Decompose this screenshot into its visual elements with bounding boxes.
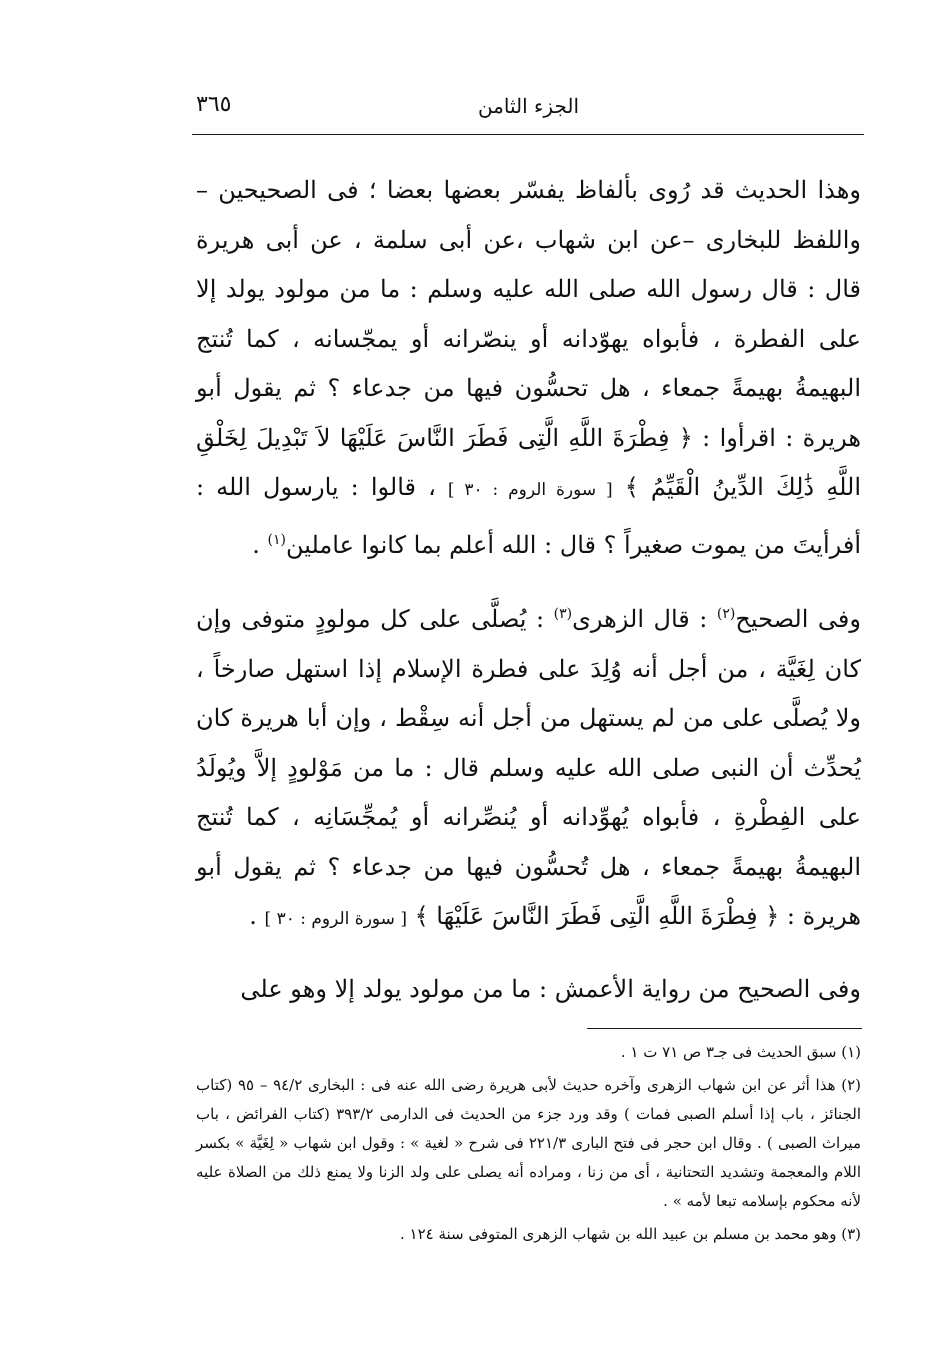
running-title: الجزء الثامن (477, 94, 580, 118)
paragraph-2 (196, 590, 861, 945)
surah-reference: [ سورة الروم : ٣٠ ] (447, 480, 613, 500)
page-header (196, 92, 861, 132)
paragraph-2-text: : يُصلَّى على كل مولودٍ متوفى وإن كان لِغَيَّة ، من أجل أنه وُلِدَ على فطرة الإسلام إذا استهل صارخاً ، ولا يُصلَّى على من لم يستهل من أجل أنه سِقْط ، وإن أبا هريرة كان يُحدِّث أن النبى صلى الله عليه وسلم قال : ما من مَوْلودٍ إلاَّ ويُولَدُ على الفِطْرةِ ، فأبواه يُهوِّدانه أو يُنصِّرانه أو يُمجِّسَانِه ، كما تُنتج البهيمةُ بهيمةً جمعاء ، هل تُحسُّون فيها من جدعاء ؟ ثم يقول أبو هريرة : (196, 605, 861, 930)
quran-verse: ﴿ فِطْرَةَ اللَّهِ الَّتِى فَطَرَ النَّاسَ عَلَيْهَا ﴾ (414, 902, 780, 930)
page-number: ٣٦٥ (196, 92, 232, 117)
footnote-marker-2: (٢) (716, 606, 736, 622)
paragraph-1-text: وهذا الحديث قد رُوى بألفاظ يفسّر بعضها بعضا ؛ فى الصحيحين – واللفظ للبخارى –عن ابن شهاب ،عن أبى سلمة ، عن أبى هريرة قال : قال رسول الله صلى الله عليه وسلم : ما من مولود يولد إلا على الفطرة ، فأبواه يهوّدانه أو ينصّرانه أو يمجّسانه ، كما تُنتج البهيمةُ بهيمةً جمعاء ، هل تحسُّون فيها من جدعاء ؟ ثم يقول أبو هريرة : اقرأوا : (196, 176, 862, 452)
footnote-rule (587, 1028, 862, 1029)
paragraph-2-zuhri: : قال الزهرى (572, 605, 708, 633)
paragraph-1 (196, 166, 861, 570)
paragraph-3 (196, 965, 861, 1015)
footnotes (196, 1038, 861, 1253)
paragraph-2-opening: وفى الصحيح (735, 605, 861, 633)
main-text (196, 166, 861, 1014)
surah-reference: [ سورة الروم : ٣٠ ] (264, 909, 407, 929)
paragraph-2-end: . (249, 902, 257, 930)
paragraph-1-end: . (252, 530, 260, 559)
quran-verse: ﴿ فِطْرَةَ اللَّهِ الَّتِى فَطَرَ النَّاسَ عَلَيْهَا لاَ تَبْدِيلَ لِخَلْقِ اللَّهِ ذَٰلِكَ الدِّينُ الْقَيِّمُ ﴾ (196, 423, 861, 501)
paragraph-3-text: وفى الصحيح من رواية الأعمش : ما من مولود يولد إلا وهو على (240, 974, 861, 1003)
footnote-marker-3: (٣) (553, 606, 573, 622)
footnote-2: (٢) هذا أثر عن ابن شهاب الزهرى وآخره حديث لأبى هريرة رضى الله عنه فى : البخارى ٩٤/٢ – ٩٥ (كتاب الجنائز ، باب إذا أسلم الصبى فمات ) وقد ورد جزء من الحديث فى الدارمى ٣٩٣/٢ (كتاب الفرائض ، باب ميراث الصبى ) . وقال ابن حجر فى فتح البارى ٢٢١/٣ فى شرح « لغية » : وقول ابن شهاب « لِغَيَّة » بكسر اللام والمعجمة وتشديد التحتانية ، أى من زنا ، ومراده أنه يصلى على ولد الزنا ولا يمنع ذلك من الصلاة عليه لأنه محكوم بإسلامه تبعا لأمه » . (196, 1076, 862, 1210)
footnote-marker-1: (١) (267, 531, 286, 548)
footnote-1: (١) سبق الحديث فى جـ٣ ص ٧١ ت ١ . (620, 1043, 861, 1061)
footnote-3: (٣) وهو محمد بن مسلم بن عبيد الله بن شهاب الزهرى المتوفى سنة ١٢٤ . (399, 1225, 861, 1243)
paragraph-1-continuation: ، قالوا : يارسول الله : أفرأيتَ من يموت صغيراً ؟ قال : الله أعلم بما كانوا عاملين (196, 473, 861, 559)
header-rule (192, 134, 864, 135)
